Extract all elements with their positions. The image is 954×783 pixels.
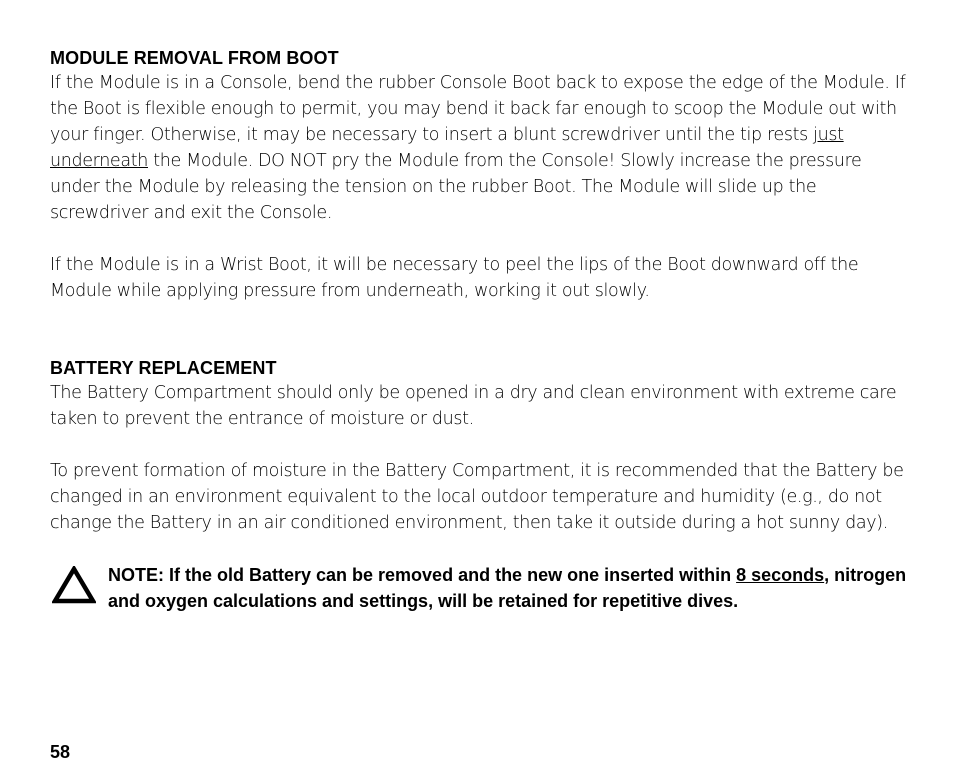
- module-removal-paragraph-2: If the Module is in a Wrist Boot, it will be necessary to peel the lips of the Boot downward off the Module while applying pressure from underneath, working it out slowly.: [50, 255, 859, 301]
- warning-triangle-icon: [52, 566, 96, 604]
- battery-replacement-paragraph-1: The Battery Compartment should only be opened in a dry and clean environment with extreme care taken to prevent the entrance of moisture or dust.: [50, 383, 897, 429]
- battery-note-part1: NOTE: If the old Battery can be removed and the new one inserted within: [108, 565, 737, 585]
- module-removal-paragraph-1-part2: the Module. DO NOT pry the Module from the Console! Slowly increase the pressure under the Module by releasing the tension on the rubber Boot. The Module will slide up the screwdriver and exit the Console.: [50, 151, 862, 223]
- battery-replacement-paragraph-2: To prevent formation of moisture in the Battery Compartment, it is recommended that the Battery be changed in an environment equivalent to the local outdoor temperature and humidity (e.g., do not change the Battery in an air conditioned environment, then take it outside during a hot sunny day).: [50, 461, 904, 533]
- manual-page: [50, 46, 910, 614]
- module-removal-heading: MODULE REMOVAL FROM BOOT: [50, 48, 339, 68]
- module-removal-paragraph-1-part1: If the Module is in a Console, bend the rubber Console Boot back to expose the edge of the Module. If the Boot is flexible enough to permit, you may bend it back far enough to scoop the Module out with your finger. Otherwise, it may be necessary to insert a blunt screwdriver until the tip rests: [50, 73, 906, 145]
- page-number: 58: [50, 742, 71, 762]
- module-removal-paragraph-1: [50, 70, 910, 226]
- battery-note-part2: , nitrogen and oxygen calculations and settings, will be retained for repetitive dives.: [108, 565, 907, 611]
- battery-replacement-section: [50, 356, 910, 614]
- eight-seconds-emphasis: 8 seconds: [736, 565, 825, 585]
- battery-note-text: [108, 562, 908, 614]
- battery-note: [50, 562, 910, 614]
- just-underneath-emphasis: just underneath: [50, 125, 844, 171]
- battery-replacement-heading: BATTERY REPLACEMENT: [50, 358, 277, 378]
